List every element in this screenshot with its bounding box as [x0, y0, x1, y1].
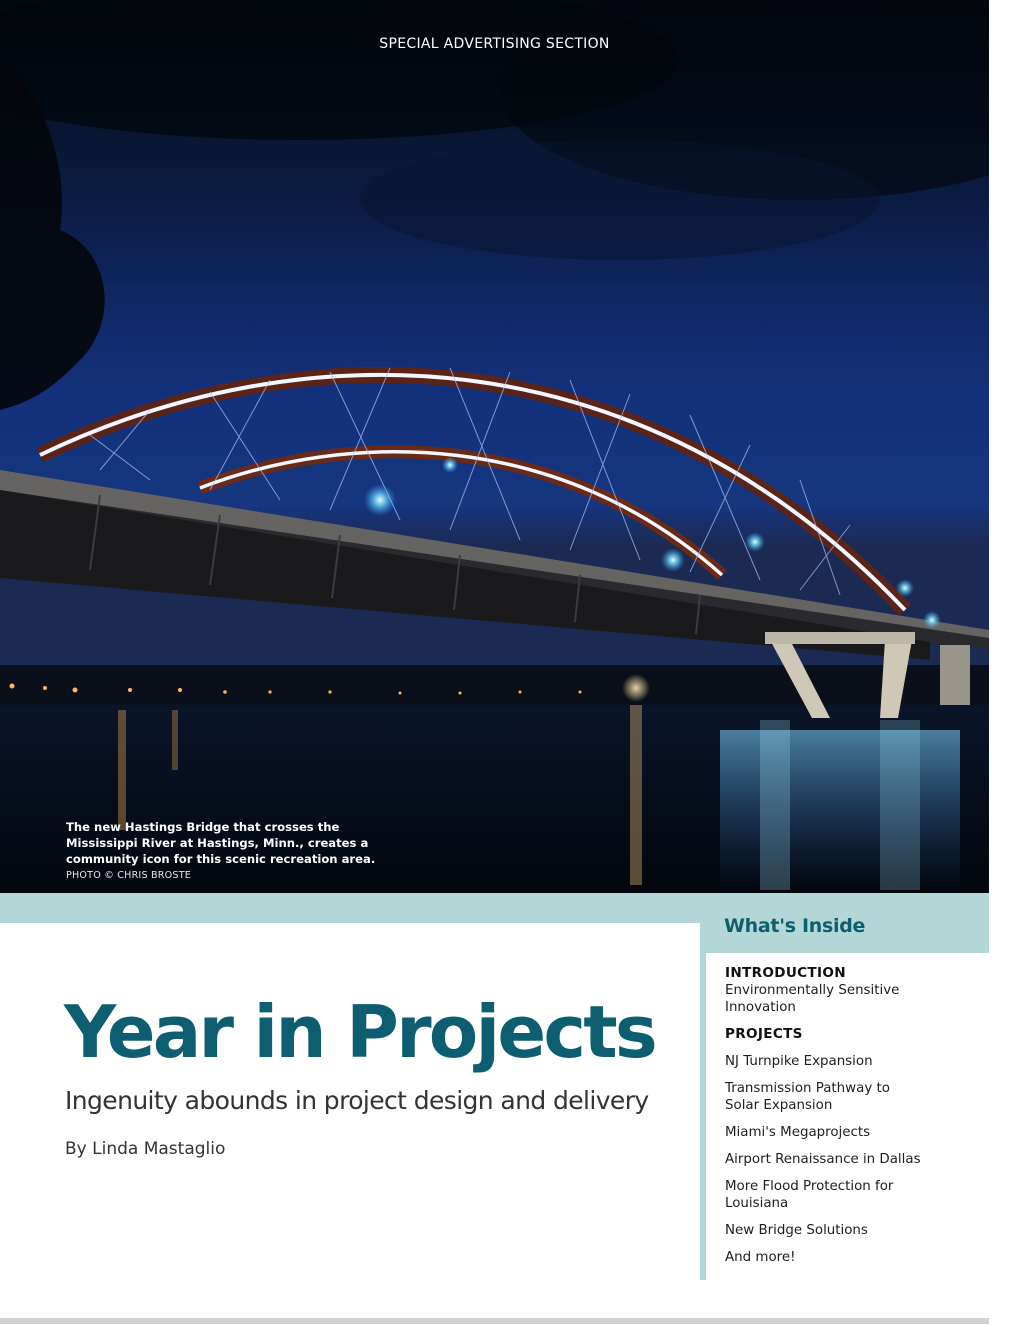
article-subtitle: Ingenuity abounds in project design and delivery	[65, 1086, 649, 1115]
page-margin	[989, 0, 1024, 1325]
article-title: Year in Projects	[64, 990, 655, 1074]
photo-caption	[66, 819, 386, 881]
toc-item[interactable]: Transmission Pathway to Solar Expansion	[725, 1081, 890, 1113]
section-label: SPECIAL ADVERTISING SECTION	[379, 36, 610, 52]
sidebar-divider	[700, 923, 706, 1280]
bottom-rule	[0, 1318, 989, 1324]
toc-item[interactable]: More Flood Protection for Louisiana	[725, 1179, 894, 1211]
toc-projects-heading: PROJECTS	[725, 1026, 803, 1042]
toc-item[interactable]: New Bridge Solutions	[725, 1223, 868, 1238]
article-byline: By Linda Mastaglio	[65, 1139, 226, 1159]
whats-inside-title: What's Inside	[724, 915, 866, 937]
toc-item[interactable]: Miami's Megaprojects	[725, 1125, 871, 1140]
toc-item[interactable]: Airport Renaissance in Dallas	[725, 1152, 921, 1167]
caption-text: The new Hastings Bridge that crosses the Mississippi River at Hastings, Minn., creates a community icon for this scenic recreation area.	[66, 820, 376, 866]
toc-item[interactable]: And more!	[725, 1250, 796, 1265]
teal-divider-band	[0, 893, 700, 923]
toc-item[interactable]: NJ Turnpike Expansion	[725, 1054, 873, 1069]
whats-inside-header	[700, 893, 989, 953]
photo-credit: PHOTO © CHRIS BROSTE	[66, 870, 192, 881]
toc-introduction-heading: INTRODUCTION	[725, 965, 846, 981]
table-of-contents	[725, 965, 985, 1266]
toc-introduction-item[interactable]: Environmentally Sensitive Innovation	[725, 983, 900, 1015]
